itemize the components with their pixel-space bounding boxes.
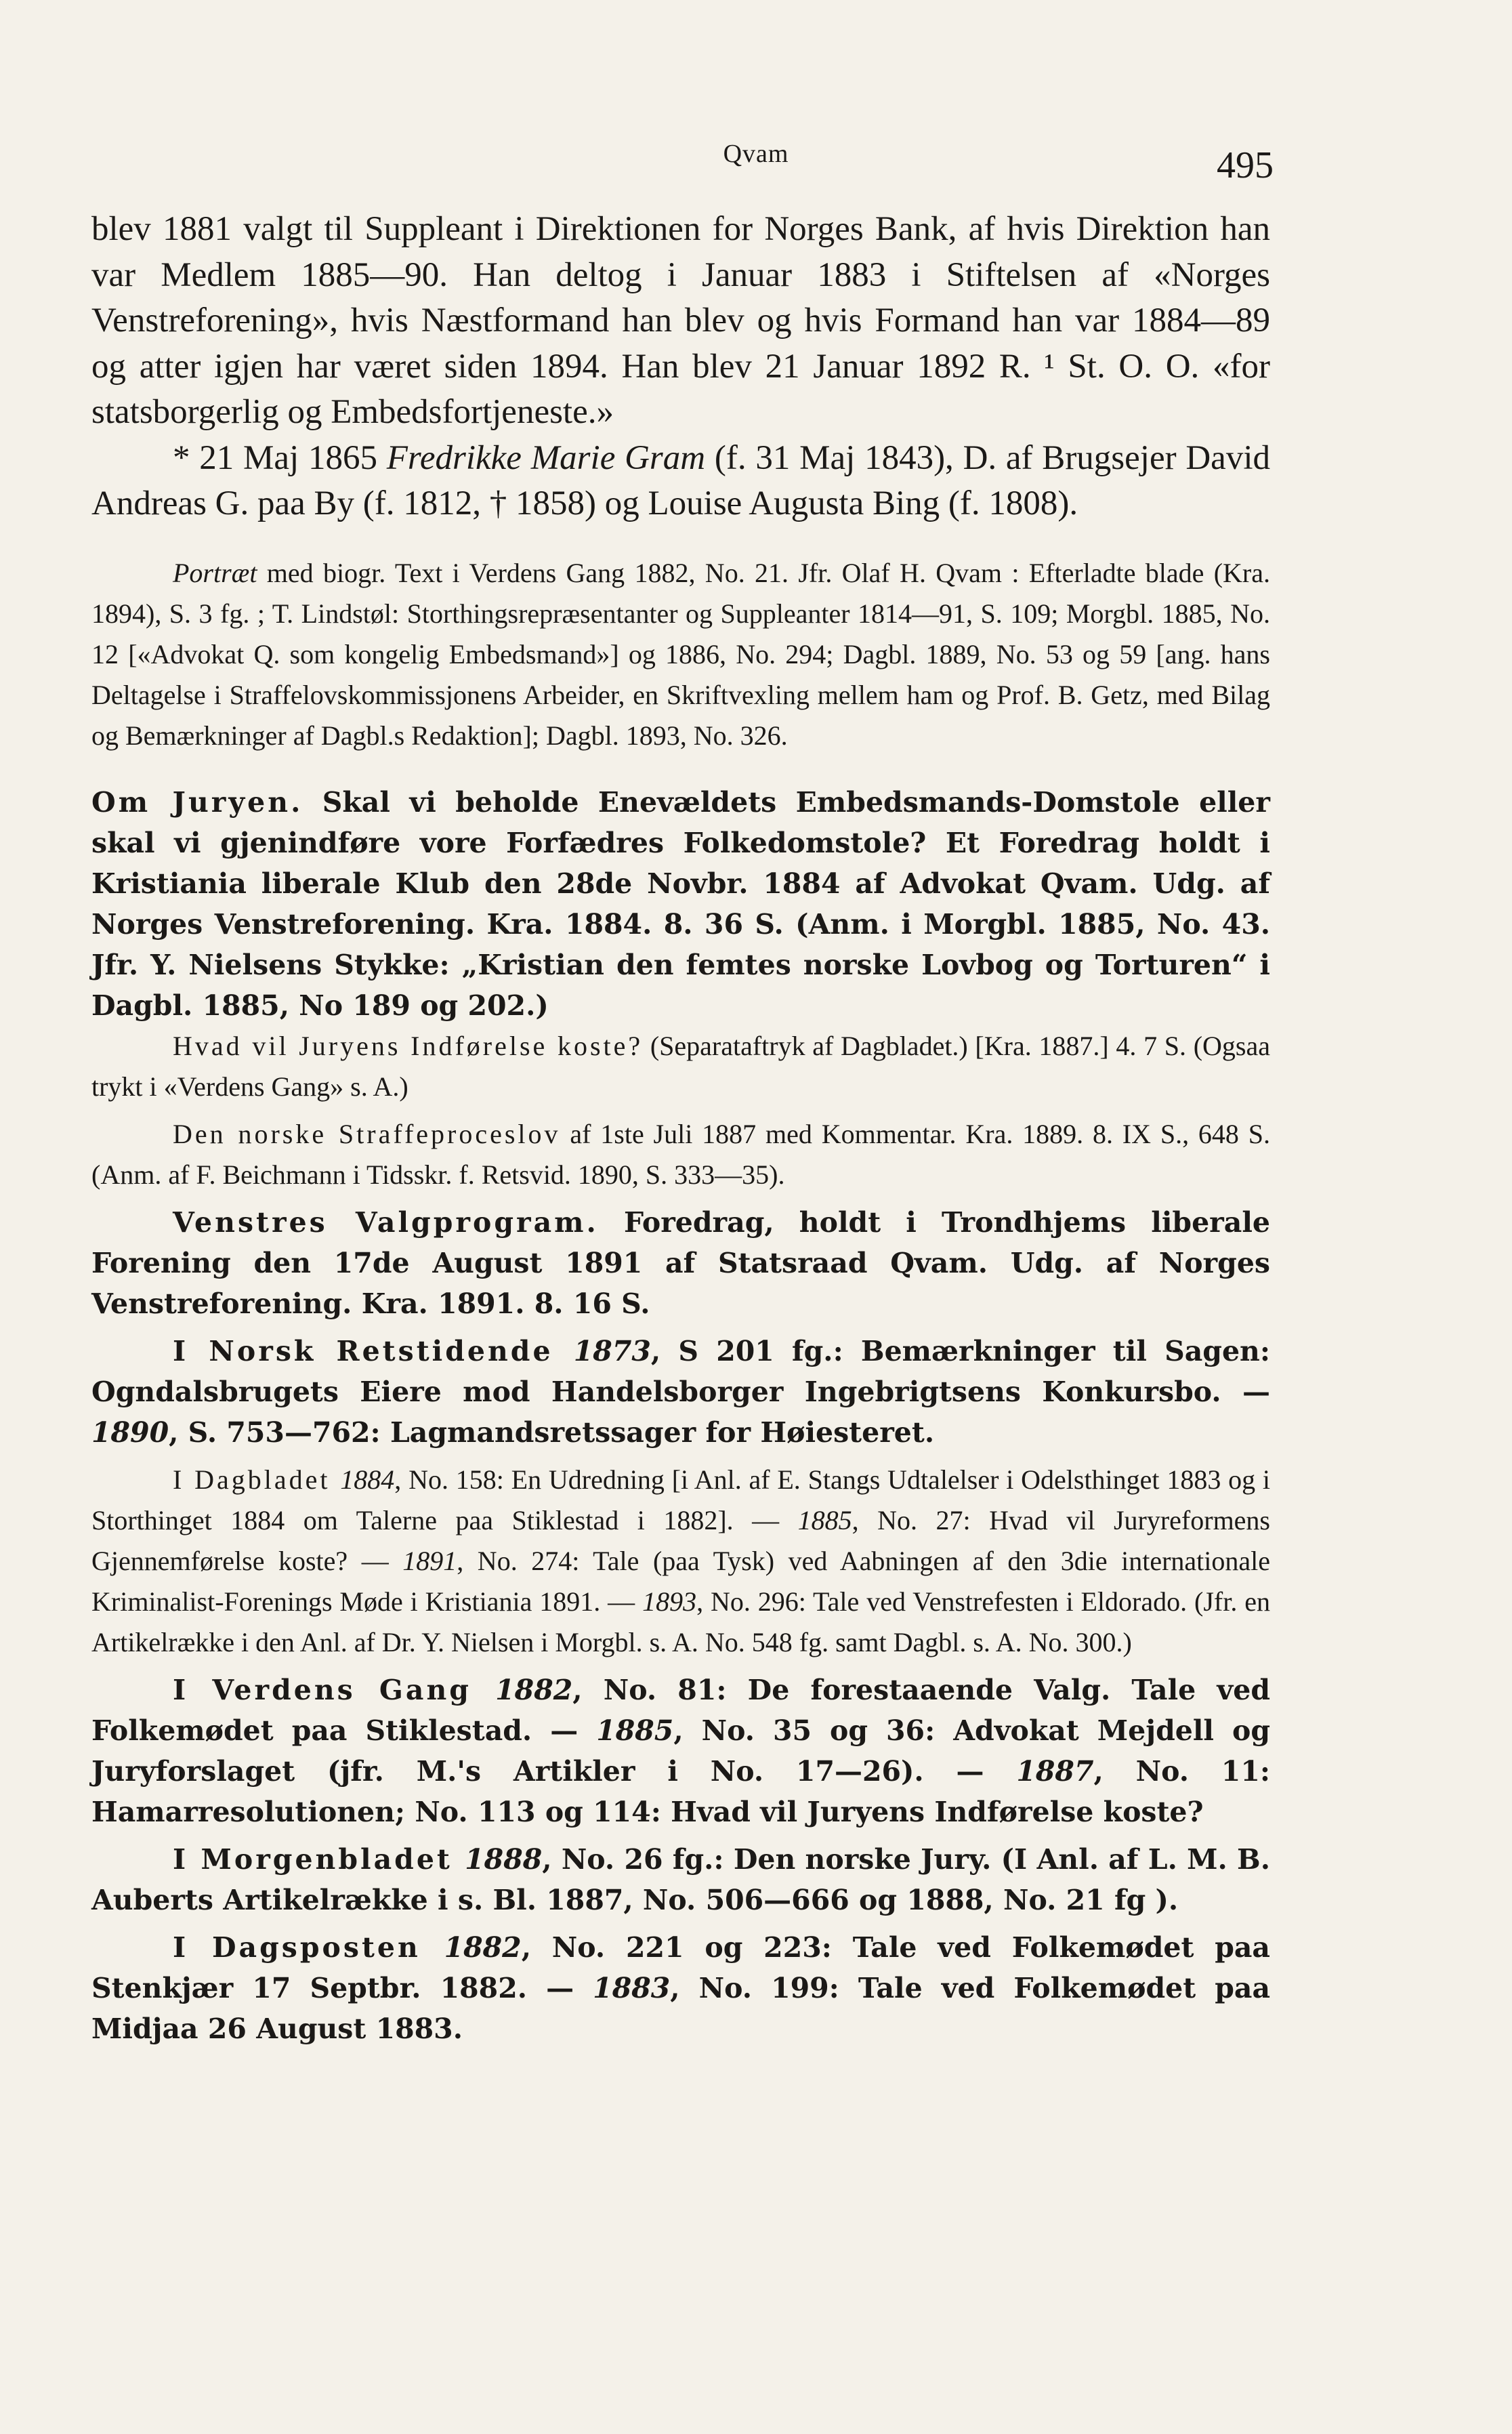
year: 1893 <box>642 1586 697 1617</box>
work-lead: I Dagsposten <box>173 1931 444 1964</box>
year: 1890 <box>91 1416 169 1449</box>
work-retstidende <box>91 1331 1270 1453</box>
year: 1883 <box>593 1971 671 2004</box>
work-valgprogram <box>91 1202 1270 1324</box>
work-dagbladet <box>91 1460 1270 1663</box>
work-text: , No. 296: Tale ved Venstrefesten i Eldorado. (Jfr. en Artikelrække i den Anl. af Dr. Y. Nielsen i Morgbl. s. A. No. 548 fg. samt Dagbl. s. A. No. 300.) <box>91 1586 1270 1657</box>
work-morgenbladet <box>91 1839 1270 1920</box>
work-text: , No. 158: En Udredning [i Anl. af E. Stangs Udtalelser i Odelsthinget 1883 og i Storthinget 1884 om Talerne paa Stiklestad i 1882]. — <box>91 1464 1271 1535</box>
marriage-paragraph <box>91 436 1270 527</box>
work-text: , No. 27: Hvad vil Juryreformens Gjennemførelse koste? — <box>91 1504 1270 1576</box>
work-text: Skal vi beholde Enevældets Embedsmands-Domstole eller skal vi gjenindføre vore Forfædres Folkedomstole? Et Foredrag holdt i Kristiania liberale Klub den 28de Novbr. 1884 af Advokat Qvam. Udg. af Norges Venstreforening. Kra. 1884. 8. 36 S. (Anm. i Morgbl. 1885, No. 43. Jfr. Y. Nielsens Stykke: „Kristian den femtes norske Lovbog og Torturen“ i Dagbl. 1885, No 189 og 202.) <box>91 785 1270 1022</box>
work-lead: I Dagbladet <box>173 1464 341 1495</box>
year: 1891 <box>402 1545 457 1576</box>
work-dagsposten <box>91 1927 1270 2049</box>
page-number: 495 <box>1217 144 1274 186</box>
year: 1885 <box>797 1504 852 1535</box>
work-text: , No. 26 fg.: Den norske Jury. (I Anl. af L. M. B. Auberts Artikelrække i s. Bl. 1887, No. 506—666 og 1888, No. 21 fg ). <box>91 1842 1270 1916</box>
work-text: , No. 11: Hamarresolutionen; No. 113 og 114: Hvad vil Juryens Indførelse koste? <box>91 1754 1270 1828</box>
work-text: , No. 81: De forestaaende Valg. Tale ved Folkemødet paa Stiklestad. — <box>91 1673 1271 1747</box>
running-title: Qvam <box>723 140 789 168</box>
biography-paragraph: blev 1881 valgt til Suppleant i Direktionen for Norges Bank, af hvis Direktion han var Medlem 1885—90. Han deltog i Januar 1883 i Stiftelsen af «Norges Venstreforening», hvis Næstformand han blev og hvis Formand han var 1884—89 og atter igjen har været siden 1894. Han blev 21 Januar 1892 R. ¹ St. O. O. «for statsborgerlig og Embedsfortjeneste.» <box>91 210 1270 431</box>
work-om-juryen <box>91 782 1270 1026</box>
work-text: Foredrag, holdt i Trondhjems liberale Forening den 17de August 1891 af Statsraad Qvam. Udg. af Norges Venstreforening. Kra. 1891. 8. 16 S. <box>91 1205 1270 1320</box>
work-text: , S 201 fg.: Bemærkninger til Sagen: Ogndalsbrugets Eiere mod Handelsborger Ingebrigtsens Konkursbo. — <box>91 1334 1270 1408</box>
year: 1882 <box>495 1673 573 1706</box>
year: 1884 <box>340 1464 395 1495</box>
text-block <box>91 207 1270 2049</box>
marriage-prefix: * 21 Maj 1865 <box>173 438 387 477</box>
portraet-label: Portræt <box>173 557 257 588</box>
year: 1888 <box>465 1842 543 1876</box>
sources-text: med biogr. Text i Verdens Gang 1882, No. 21. Jfr. Olaf H. Qvam : Efterladte blade (Kra. 1894), S. 3 fg. ; T. Lindstøl: Storthingsrepræsentanter og Suppleanter 1814—91, S. 109; Morgbl. 1885, No. 12 [«Advokat Q. som kongelig Embedsmand»] og 1886, No. 294; Dagbl. 1889, No. 53 og 59 [ang. hans Deltagelse i Straffelovskommissjonens Arbeider, en Skriftvexling mellem ham og Prof. B. Getz, med Bilag og Bemærkninger af Dagbl.s Redaktion]; Dagbl. 1893, No. 326. <box>91 557 1270 751</box>
work-lead: I Norsk Retstidende <box>173 1334 574 1367</box>
work-title: Den norske Straffeproceslov <box>173 1118 561 1149</box>
work-text: , No. 274: Tale (paa Tysk) ved Aabningen af den 3die internationale Kriminalist-Forenings Møde i Kristiania 1891. — <box>91 1545 1271 1617</box>
work-title: Om Juryen. <box>91 785 303 819</box>
work-title: Venstres Valgprogram. <box>173 1205 599 1239</box>
work-text: , No. 199: Tale ved Folkemødet paa Midjaa 26 August 1883. <box>91 1971 1271 2045</box>
spouse-name: Fredrikke Marie Gram <box>386 438 706 477</box>
work-verdens-gang <box>91 1670 1270 1832</box>
work-text: (Separataftryk af Dagbladet.) [Kra. 1887.] 4. 7 S. (Ogsaa trykt i «Verdens Gang» s. A.) <box>91 1030 1270 1102</box>
marriage-details: (f. 31 Maj 1843), D. af Brugsejer David Andreas G. paa By (f. 1812, † 1858) og Louise Augusta Bing (f. 1808). <box>91 438 1270 522</box>
work-lead: I Verdens Gang <box>173 1673 496 1706</box>
work-straffeproceslov <box>91 1114 1270 1195</box>
work-lead: I Morgenbladet <box>173 1842 465 1876</box>
work-title: Hvad vil Juryens Indførelse koste? <box>173 1030 644 1061</box>
work-hvad-vil-juryens <box>91 1026 1270 1107</box>
year: 1873 <box>573 1334 651 1367</box>
year: 1885 <box>596 1714 674 1747</box>
sources-paragraph <box>91 553 1270 756</box>
year: 1887 <box>1016 1754 1094 1788</box>
year: 1882 <box>444 1931 522 1964</box>
work-text: , S. 753—762: Lagmandsretssager for Høiesteret. <box>169 1416 935 1449</box>
work-text: , No. 221 og 223: Tale ved Folkemødet paa Stenkjær 17 Septbr. 1882. — <box>91 1931 1270 2004</box>
work-text: af 1ste Juli 1887 med Kommentar. Kra. 1889. 8. IX S., 648 S. (Anm. af F. Beichmann i Tidsskr. f. Retsvid. 1890, S. 333—35). <box>91 1118 1270 1190</box>
work-text: , No. 35 og 36: Advokat Mejdell og Juryforslaget (jfr. M.'s Artikler i No. 17—26). — <box>91 1714 1270 1788</box>
